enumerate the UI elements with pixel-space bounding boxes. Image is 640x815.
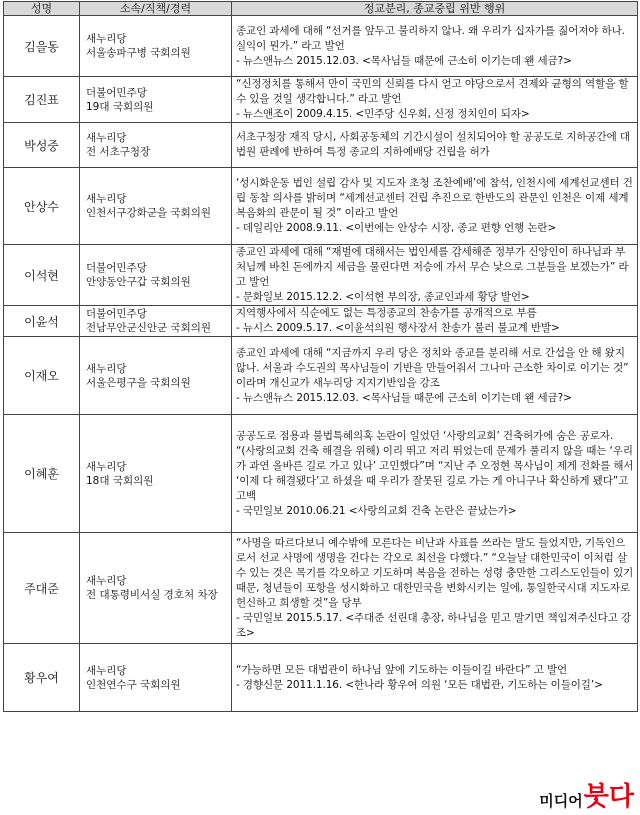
person-name: 안상수: [4, 168, 80, 245]
affiliation-line: 새누리당: [86, 362, 127, 375]
person-name: 김을동: [4, 16, 80, 77]
affiliation-line: 인천서구강화군을 국회의원: [86, 207, 212, 219]
affiliation-line: 전 대통령비서실 경호처 차장: [86, 589, 218, 601]
person-affiliation: [80, 168, 232, 245]
activity-text: 종교인 과세에 대해 “재벌에 대해서는 법인세를 감세해준 정부가 신앙인이 하나님과 부처님께 바친 돈에까지 세금을 물린다면 저승에 가서 무슨 낯으로 그분들을 보겠는가” 라고 발언: [236, 246, 629, 288]
person-name: 이재오: [4, 337, 80, 415]
politicians-table: [3, 1, 638, 712]
affiliation-line: 인천연수구 국회의원: [86, 678, 181, 691]
source-citation: - 뉴시스 2009.5.17. <이윤석의원 행사장서 찬송가 불러 불교계 반발>: [236, 322, 560, 334]
affiliation-line: 서울은평구을 국회의원: [86, 376, 191, 389]
table-row: [4, 123, 638, 168]
table-row: [4, 644, 638, 712]
activity-text: “신정정치를 통해서 만이 국민의 신뢰를 다시 얻고 야당으로서 견제와 균형의 역할을 할 수 있을 것일 생각합니다.” 라고 발언: [236, 78, 629, 105]
affiliation-line: 새누리당: [86, 193, 127, 205]
header-activity: 정교분리, 종교중립 위반 행위: [232, 2, 638, 16]
violation-activity: [232, 77, 638, 123]
source-citation: - 데일리안 2008.9.11. <이번에는 안상수 시장, 종교 편향 언행 논란>: [236, 222, 557, 234]
affiliation-line: 안양동안구갑 국회의원: [86, 276, 191, 288]
person-affiliation: [80, 77, 232, 123]
source-citation: - 문화일보 2015.12.2. <이석현 부의장, 종교인과세 황당 발언>: [236, 291, 530, 303]
header-row: [4, 2, 638, 16]
violation-activity: [232, 644, 638, 712]
media-buddha-logo: [539, 781, 634, 812]
affiliation-line: 새누리당: [86, 664, 127, 677]
logo-prefix: 미디어: [539, 792, 583, 810]
person-affiliation: [80, 16, 232, 77]
person-affiliation: [80, 306, 232, 337]
person-name: 이석현: [4, 245, 80, 306]
header-affiliation: 소속/직책/경력: [80, 2, 232, 16]
affiliation-line: 더불어민주당: [86, 86, 147, 99]
activity-text: 종교인 과세에 대해 “지금까지 우리 당은 정치와 종교를 분리해 서로 간섭을 안 해 왔지 않나. 서울과 수도권의 목사님들이 기반을 만들어줘서 그나마 근소한 차이로 이기는 것” 이라며 개신교가 새누리당 지지기반임을 강조: [236, 346, 629, 389]
person-affiliation: [80, 337, 232, 415]
source-citation: - 경향신문 2011.1.16. <한나라 황우여 의원 ‘모든 대법관, 기도하는 이들이길’>: [236, 678, 603, 691]
violation-activity: [232, 123, 638, 168]
person-name: 김진표: [4, 77, 80, 123]
activity-text: 서초구청장 재직 당시, 사회공동체의 기간시설이 설치되어야 할 공공도로 지하공간에 대법원 판례에 반하여 특정 종교의 지하예배당 건립을 허가: [236, 131, 630, 158]
affiliation-line: 18대 국회의원: [86, 474, 154, 487]
source-citation: - 국민일보 2015.5.17. <주대준 선린대 총장, 하나님을 믿고 말기면 책임져주신다고 강조>: [236, 611, 632, 639]
activity-text: “사명을 따르다보니 예수밖에 모른다는 비난과 사표를 쓰라는 말도 들었지만, 기독인으로서 선교 사명에 생명을 건다는 각오로 최선을 다했다.” “오늘날 대한민국이 이처럼 살 수 있는 것은 목기를 각오하고 기도하며 복음을 전하는 성령 충만한 그리스도인들이 있기 때문, 청년들이 포항을 성시화하고 대한민국을 변화시키는 일에, 통일한국시대 지도자로 헌신하고 희생할 것”을 당부: [236, 536, 634, 609]
table-row: [4, 168, 638, 245]
table-row: [4, 415, 638, 533]
header-name: 성명: [4, 2, 80, 16]
affiliation-line: 전남무안군신안군 국회의원: [86, 322, 212, 334]
person-name: 박성중: [4, 123, 80, 168]
table-row: [4, 245, 638, 306]
table-row: [4, 306, 638, 337]
person-name: 이윤석: [4, 306, 80, 337]
person-name: 황우여: [4, 644, 80, 712]
table-row: [4, 533, 638, 644]
activity-text: 공공도로 점용과 불법특혜의혹 논란이 일었던 ‘사랑의교회’ 건축허가에 숨은 공로자.: [236, 429, 614, 442]
source-citation: - 뉴스앤뉴스 2015.12.03. <목사님들 때문에 근소히 이기는데 왠 세금?>: [236, 391, 572, 404]
logo-mark: 붓다: [583, 782, 634, 812]
violation-activity: [232, 16, 638, 77]
affiliation-line: 더불어민주당: [86, 308, 147, 320]
activity-text: ‘성시화운동 법인 설립 감사 및 지도자 초청 조찬예배’에 참석, 인천시에 세계선교센터 건립 동참 의사를 밝히며 “세계선교센터 건립 추진으로 한반도의 관문인 인천은 이제 세계 복음화의 관문이 될 것” 이라고 발언: [236, 177, 633, 219]
person-affiliation: [80, 415, 232, 533]
person-name: 주대준: [4, 533, 80, 644]
affiliation-line: 새누리당: [86, 33, 127, 45]
violation-activity: [232, 306, 638, 337]
affiliation-line: 전 서초구청장: [86, 146, 151, 158]
affiliation-line: 19대 국회의원: [86, 100, 154, 113]
violation-activity: [232, 245, 638, 306]
activity-text: 지역행사에서 식순에도 없는 특정종교의 찬송가를 공개적으로 부름: [236, 307, 537, 319]
activity-text: 종교인 과세에 대해 “선거를 앞두고 불리하지 않나. 왜 우리가 십자가를 짊어져야 하나. 실익이 뭔가.” 라고 발언: [236, 24, 625, 52]
person-affiliation: [80, 533, 232, 644]
violation-activity: [232, 533, 638, 644]
violation-activity: [232, 337, 638, 415]
violation-activity: [232, 415, 638, 533]
person-affiliation: [80, 123, 232, 168]
affiliation-line: 새누리당: [86, 132, 127, 144]
table-row: [4, 77, 638, 123]
affiliation-line: 서울송파구병 국회의원: [86, 47, 191, 59]
source-citation: - 국민일보 2010.06.21 <사랑의교회 건축 논란은 끝났는가>: [236, 504, 517, 517]
table-row: [4, 337, 638, 415]
person-name: 이혜훈: [4, 415, 80, 533]
activity-text: “가능하면 모든 대법관이 하나님 앞에 기도하는 이들이길 바란다” 고 발언: [236, 663, 568, 676]
affiliation-line: 새누리당: [86, 460, 127, 473]
affiliation-line: 새누리당: [86, 575, 127, 587]
violation-activity: [232, 168, 638, 245]
person-affiliation: [80, 245, 232, 306]
affiliation-line: 더불어민주당: [86, 262, 147, 274]
person-affiliation: [80, 644, 232, 712]
table-row: [4, 16, 638, 77]
activity-text: “(사랑의교회 건축 해결을 위해) 이리 뛰고 저리 뛰었는데 문제가 풀리지 않을 때는 ‘우리가 과연 올바른 길로 가고 있나’ 고민했다”며 “지난 주 오정현 목사님이 제게 전화를 해서 ‘이제 다 해결됐다’고 하셨을 때 우리가 잘못된 길로 가는 게 아니구나 확신하게 됐다”고 고백: [236, 444, 634, 502]
source-citation: - 뉴스앤조이 2009.4.15. <민주당 신우회, 신정 정치인이 되자>: [236, 108, 530, 120]
source-citation: - 뉴스앤뉴스 2015.12.03. <목사님들 때문에 근소히 이기는데 왠 세금?>: [236, 54, 572, 67]
